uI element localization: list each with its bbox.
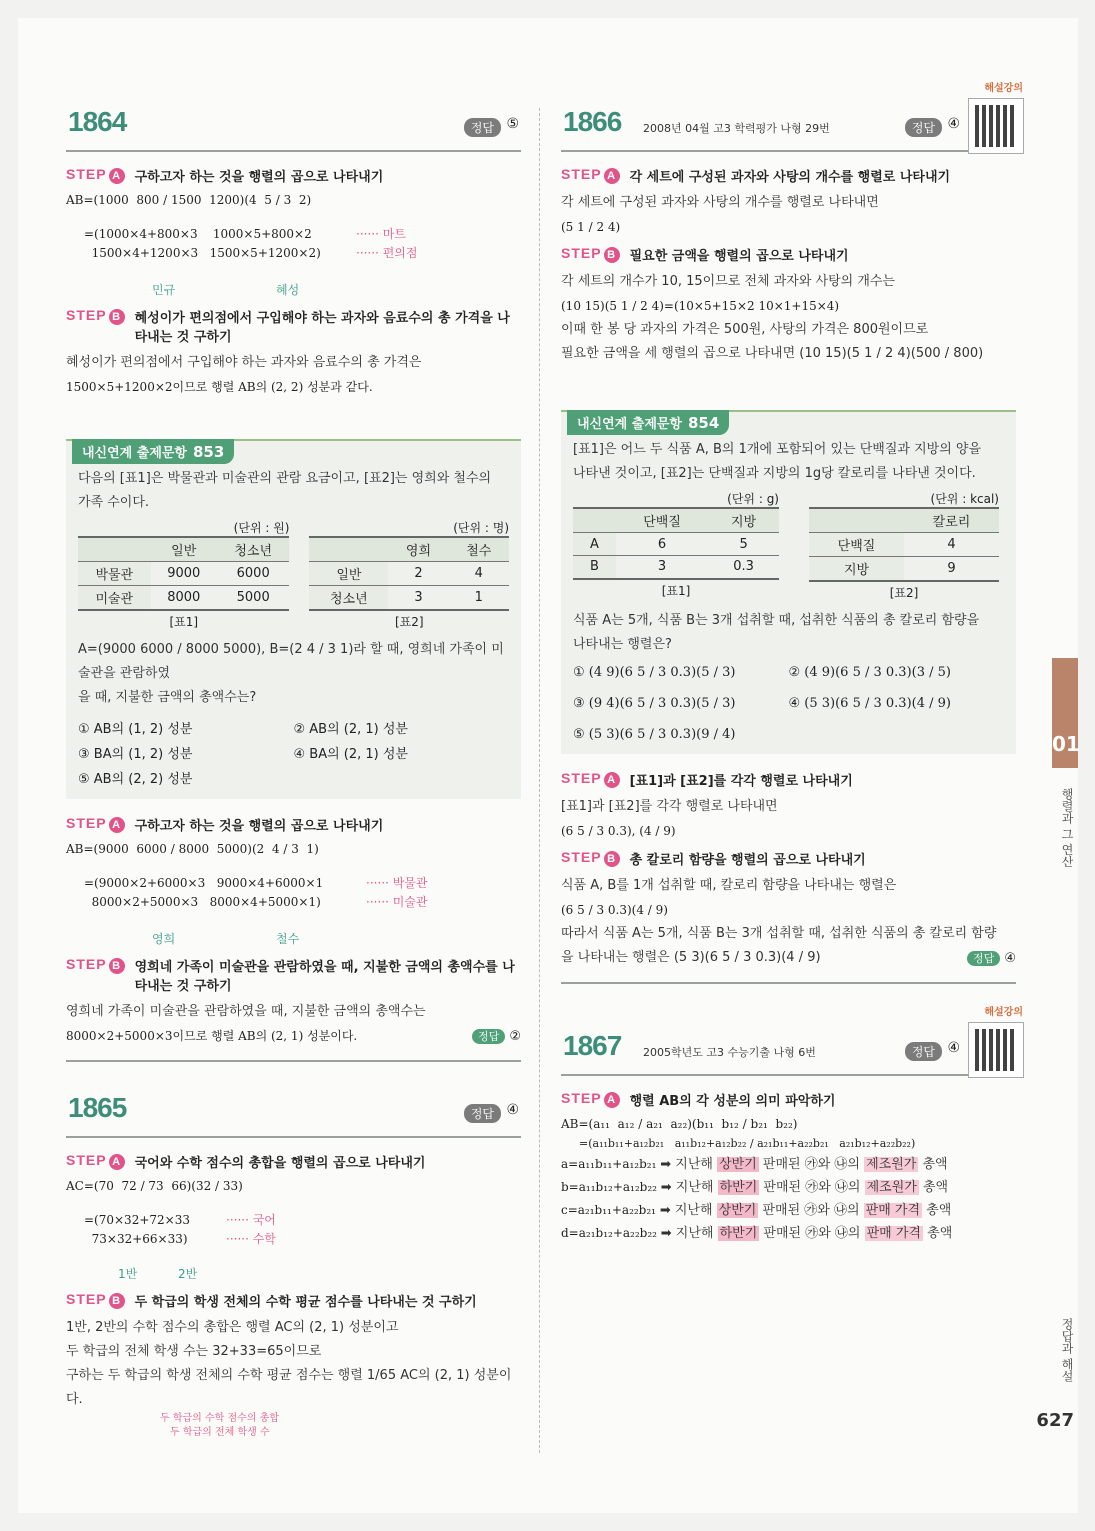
text: ➡ 지난해 (659, 1203, 717, 1218)
choice-2[interactable]: ② (4 9)(6 5 / 3 0.3)(3 / 5) (788, 665, 951, 680)
text: ➡ 지난해 (660, 1226, 718, 1241)
answer-label: 정답 (464, 118, 501, 137)
calorie-table: 칼로리 단백질 4 지방 9 (809, 507, 999, 582)
choice-1[interactable]: ① AB의 (1, 2) 성분 (78, 722, 193, 737)
choice-5[interactable]: ⑤ (5 3)(6 5 / 3 0.3)(9 / 4) (573, 727, 736, 742)
equation-block (66, 191, 521, 301)
box-tab: 내신연계 출제문항 853 (72, 439, 234, 464)
body-text: 혜성이가 편의점에서 구입해야 하는 과자와 음료수의 총 가격은 (66, 355, 422, 370)
choice-4[interactable]: ④ BA의 (2, 1) 성분 (293, 747, 408, 762)
problem-source: 2008년 04월 고3 학력평가 나형 29번 (643, 122, 830, 135)
qr-code[interactable]: 해설강의 (968, 1022, 1024, 1078)
equation: d=a₂₁b₁₂+a₂₂b₂₂ (561, 1226, 661, 1240)
highlight: 상반기 (718, 1203, 757, 1218)
equation: a=a₁₁b₁₁+a₁₂b₂₁ (561, 1157, 661, 1171)
equation: 1500×4+1200×3 1500×5+1200×2) (84, 246, 321, 260)
step-a (66, 166, 521, 185)
choice-3[interactable]: ③ BA의 (1, 2) 성분 (78, 747, 193, 762)
text: 총액 (923, 1226, 953, 1241)
equation-block: AB=(9000 6000 / 8000 5000)(2 4 / 3 1) =(9000×2+6000×3 9000×4+6000×1 8000×2+5000×3 8000×4+5000×1) ······ 박물관 ······ 미술관 영희 철수 (66, 842, 428, 946)
highlight: 판매 가격 (865, 1203, 921, 1218)
column-divider (539, 108, 540, 1453)
highlight: 상반기 (719, 1157, 757, 1172)
qr-icon (975, 105, 1017, 147)
right-column: 1866 2008년 04월 고3 학력평가 나형 29번 정답 ④ 해설강의 STEP A 각 세트에 구성된 과자와 사탕의 개수를 행렬로 나타내기 각 세트에 구성된 과자와 사탕의 개수를 행렬로 나타내면 (5 1 / 2 4) STEP B 필요한 금액을 행렬의 곱으로 나타내기 각 세트의 개수가 10, 15이므로 전체 과자와 사탕의 개수는 (10 15)(5 1 / 2 4)=(10×5+15×2 10×1+15×4) 이때 한 봉 당 과자의 가격은 500원, 사탕의 가격은 800원이므로 필요한 금액을 세 행렬의 곱으로 나타내면 (10 15)(5 1 / 2 4)(500 / 800) 내신연계 출제문항 854 [표1]은 어느 두 식품 A, B의 1개에 포함되어 있는 단백질과 지방의 양을 나타낸 것이고, [표2]는 단백질과 지방의 1g당 칼로리를 나타낸 것이다. (단위 : g) 단백질 지방 A 6 5 B 3 0.3 [표1] (단위 : kcal) 칼로리 단백질 4 지방 9 [표2] 식품 A는 5개, 식품 B는 3개 섭취할 때, 섭취한 식품의 총 칼로리 함량을 나타내는 행렬은? ① (4 9)(6 5 / 3 0.3)(5 / 3) ② (4 9)(6 5 / 3 0.3)(3 / 5) ③ (9 4)(6 5 / 3 0.3)(5 / 3) ④ (5 3)(6 5 / 3 0.3)(4 / 9) ⑤ (5 3)(6 5 / 3 0.3)(9 / 4) STEP A [표1]과 [표2]를 각각 행렬로 나타내기 [표1]과 [표2]를 각각 행렬로 나타내면 (6 5 / 3 0.3), (4 / 9) STEP B 총 칼로리 함량을 행렬의 곱으로 나타내기 식품 A, B를 1개 섭취할 때, 칼로리 함량을 나타내는 행렬은 (6 5 / 3 0.3)(4 / 9) 따라서 식품 A는 5개, 식품 B는 3개 섭취할 때, 섭취한 식품의 총 칼로리 함량 을 나타내는 행렬은 (5 3)(6 5 / 3 0.3)(4 / 9) 정답 ④ 1867 2005학년도 고3 수능기출 나형 6번 정답 ④ 해설강의 STEP A 행렬 AB의 각 성분의 의미 파악하기 AB=(a₁₁ a₁₂ / a₂₁ a₂₂)(b₁₁ b₁₂ / b₂₁ b₂₂) =(a₁₁b₁₁+a₁₂b₂₁ a₁₁b₁₂+a₁₂b₂₂ / a₂₁b₁₁+a₂₂b₂₁ a₂₁b₁₂+a₂₂b₂₂) a=a₁₁b₁₁+a₁₂b₂₁ ➡ 지난해 상반기 판매된 ㉮와 ㉯의 제조원가 총액 b=a₁₁b₁₂+a₁₂b₂₂ ➡ 지난해 하반기 판매된 ㉮와 ㉯의 제조원가 총액 c=a₂₁b₁₁+a₂₂b₂₁ ➡ 지난해 상반기 판매된 ㉮와 ㉯의 판매 가격 총액 d=a₂₁b₁₂+a₂₂b₂₂ ➡ 지난해 하반기 판매된 ㉮와 ㉯의 판매 가격 총액 (561, 106, 1016, 1245)
meaning-line (561, 1153, 1016, 1176)
text: 판매된 ㉮와 ㉯의 (758, 1157, 865, 1172)
page-number: 627 (1036, 1410, 1074, 1431)
text: ➡ 지난해 (660, 1180, 718, 1195)
chapter-title: 행렬과 그 연산 (1060, 788, 1074, 868)
fee-table: 일반 청소년 박물관 9000 6000 미술관 8000 5000 (78, 536, 289, 611)
problem-1867-header: 1867 2005학년도 고3 수능기출 나형 6번 정답 ④ 해설강의 (561, 1030, 1016, 1076)
step-title: 구하고자 하는 것을 행렬의 곱으로 나타내기 (134, 170, 384, 185)
choice-5[interactable]: ⑤ AB의 (2, 2) 성분 (78, 772, 193, 787)
highlight: 하반기 (719, 1180, 758, 1195)
qr-icon (975, 1029, 1017, 1071)
table-2: (단위 : 명) 영희 철수 일반 2 4 청소년 3 1 [표2] (309, 519, 509, 630)
equation: b=a₁₁b₁₂+a₁₂b₂₂ (561, 1180, 661, 1194)
text: 총액 (922, 1203, 952, 1218)
choice-1[interactable]: ① (4 9)(6 5 / 3 0.3)(5 / 3) (573, 665, 736, 680)
problem-1866-header: 1866 2008년 04월 고3 학력평가 나형 29번 정답 ④ 해설강의 (561, 106, 1016, 152)
step-title: 구하고자 하는 것을 행렬의 곱으로 나타내기 (134, 819, 384, 834)
text: 판매된 ㉮와 ㉯의 (759, 1180, 865, 1195)
question-text: A=(9000 6000 / 8000 5000), B=(2 4 / 3 1)라 할 때, 영희네 가족이 미술관을 관람하였 (78, 642, 504, 681)
text: 총액 (918, 1157, 948, 1172)
chapter-tab: 01 (1052, 658, 1078, 768)
page (18, 18, 1078, 1513)
column-note: 민규 (152, 283, 176, 297)
highlight: 하반기 (719, 1226, 758, 1241)
linked-problem-853 (66, 439, 521, 799)
question-text: 을 때, 지불한 금액의 총액수는? (78, 690, 257, 705)
equation: c=a₂₁b₁₁+a₂₂b₂₁ (561, 1203, 660, 1217)
qr-code[interactable]: 해설강의 (968, 98, 1024, 154)
choice-4[interactable]: ④ (5 3)(6 5 / 3 0.3)(4 / 9) (788, 696, 951, 711)
equation: AB=(1000 800 / 1500 1200)(4 5 / 3 2) (66, 193, 312, 207)
row-note: ······ 마트 (356, 227, 406, 241)
row-note: ······ 편의점 (356, 246, 418, 260)
equation: =(1000×4+800×3 1000×5+800×2 (84, 227, 312, 241)
body-text: 1500×5+1200×2이므로 행렬 AB의 (2, 2) 성분과 같다. (66, 380, 373, 394)
meaning-line (561, 1199, 1016, 1222)
problem-number: 1864 (68, 106, 127, 137)
family-table: 영희 철수 일반 2 4 청소년 3 1 (309, 536, 509, 611)
text: ➡ 지난해 (660, 1157, 718, 1172)
left-column: 1864 정답 ⑤ STEP A 구하고자 하는 것을 행렬의 곱으로 나타내기 AB=(1000 800 / 1500 1200)(4 5 / 3 2) =(1000×4+800×3 1000×5+800×2 1500×4+1200×3 1500×5+1200×2) ······ 마트 ······ 편의점 민규 혜성 STEP B 혜성이가 편의점에서 구입해야 하는 과자와 음료수의 총 가격을 나타내는 것 구하기 혜성이가 편의점에서 구입해야 하는 과자와 음료수의 총 가격은 1500×5+1200×2이므로 행렬 AB의 (2, 2) 성분과 같다. 내신연계 출제문항 853 다음의 [표1]은 박물관과 미술관의 관람 요금이고, [표2]는 영희와 철수의 가족 수이다. (단위 : 원) 일반 청소년 박물관 9000 6000 미술관 8000 5000 [표1] (단위 : 명) 영희 철수 일반 2 4 청소년 3 1 [표2] A=(9000 6000 / 8000 5000), B=(2 4 / 3 1)라 할 때, 영희네 가족이 미술관을 관람하였 을 때, 지불한 금액의 총액수는? ① AB의 (1, 2) 성분 ② AB의 (2, 1) 성분 ③ BA의 (1, 2) 성분 ④ BA의 (2, 1) 성분 ⑤ AB의 (2, 2) 성분 STEP A 구하고자 하는 것을 행렬의 곱으로 나타내기 AB=(9000 6000 / 8000 5000)(2 4 / 3 1) =(9000×2+6000×3 9000×4+6000×1 8000×2+5000×3 8000×4+5000×1) ······ 박물관 ······ 미술관 영희 철수 STEP B 영희네 가족이 미술관을 관람하였을 때, 지불한 금액의 총액수를 나타내는 것 구하기 영희네 가족이 미술관을 관람하였을 때, 지불한 금액의 총액수는 8000×2+5000×3이므로 행렬 AB의 (2, 1) 성분이다. 정답 ② 1865 정답 ④ STEP A 국어와 수학 점수의 총합을 행렬의 곱으로 나타내기 AC=(70 72 / 73 66)(32 / 33) =(70×32+72×33 73×32+66×33) ······ 국어 ······ 수학 1반 2반 STEP B 두 학급의 학생 전체의 수학 평균 점수를 나타내는 것 구하기 1반, 2반의 수학 점수의 총합은 행렬 AC의 (2, 1) 성분이고 두 학급의 전체 학생 수는 32+33=65이므로 구하는 두 학급의 학생 전체의 수학 평균 점수는 행렬 1/65 AC의 (2, 1) 성분이다. 두 학급의 수학 점수의 총합 두 학급의 전체 학생 수 (66, 106, 521, 1438)
step-b: STEP B 영희네 가족이 미술관을 관람하였을 때, 지불한 금액의 총액수를 나타내는 것 구하기 (66, 956, 521, 994)
question-text: 가족 수이다. (78, 495, 150, 510)
equation-block: AC=(70 72 / 73 66)(32 / 33) =(70×32+72×33 73×32+66×33) ······ 국어 ······ 수학 1반 2반 (66, 1179, 276, 1281)
step-title: 영희네 가족이 미술관을 관람하였을 때, 지불한 금액의 총액수를 나타내는 것 구하기 (134, 960, 515, 994)
choices (78, 718, 509, 787)
choice-2[interactable]: ② AB의 (2, 1) 성분 (293, 722, 408, 737)
linked-problem-854: 내신연계 출제문항 854 [표1]은 어느 두 식품 A, B의 1개에 포함되어 있는 단백질과 지방의 양을 나타낸 것이고, [표2]는 단백질과 지방의 1g당 칼로리를 나타낸 것이다. (단위 : g) 단백질 지방 A 6 5 B 3 0.3 [표1] (단위 : kcal) 칼로리 단백질 4 지방 9 [표2] 식품 A는 5개, 식품 B는 3개 섭취할 때, 섭취한 식품의 총 칼로리 함량을 나타내는 행렬은? ① (4 9)(6 5 / 3 0.3)(5 / 3) ② (4 9)(6 5 / 3 0.3)(3 / 5) ③ (9 4)(6 5 / 3 0.3)(5 / 3) ④ (5 3)(6 5 / 3 0.3)(4 / 9) ⑤ (5 3)(6 5 / 3 0.3)(9 / 4) (561, 410, 1016, 754)
problem-1864-header (66, 106, 521, 152)
text: 총액 (918, 1180, 949, 1195)
table-1: (단위 : 원) 일반 청소년 박물관 9000 6000 미술관 8000 5000 [표1] (78, 519, 289, 630)
step-a: STEP A 구하고자 하는 것을 행렬의 곱으로 나타내기 (66, 815, 384, 834)
text: 판매된 ㉮와 ㉯의 (758, 1203, 864, 1218)
highlight: 판매 가격 (866, 1226, 921, 1241)
problem-1865-header: 1865 정답 ④ (66, 1092, 521, 1138)
meaning-line (561, 1222, 1016, 1245)
column-note: 혜성 (276, 283, 300, 297)
meaning-lines (561, 1153, 1016, 1245)
step-tag: STEP A (66, 166, 125, 184)
answer-value: ⑤ (506, 116, 519, 132)
text: 판매된 ㉮와 ㉯의 (759, 1226, 865, 1241)
answer-value: ② (509, 1029, 521, 1044)
meaning-line (561, 1176, 1016, 1199)
choice-3[interactable]: ③ (9 4)(6 5 / 3 0.3)(5 / 3) (573, 696, 736, 711)
section-title: 정답과 해설 (1060, 1318, 1074, 1382)
step-title: 혜성이가 편의점에서 구입해야 하는 과자와 음료수의 총 가격을 나타내는 것 구하기 (134, 311, 510, 345)
nutrient-table: 단백질 지방 A 6 5 B 3 0.3 (573, 507, 779, 580)
tables (78, 519, 509, 630)
step-b (66, 307, 521, 345)
question-text: 다음의 [표1]은 박물관과 미술관의 관람 요금이고, [표2]는 영희와 철수의 (78, 471, 492, 486)
answer-label: 정답 (472, 1029, 505, 1044)
highlight: 제조원가 (866, 1157, 917, 1172)
highlight: 제조원가 (866, 1180, 917, 1195)
step-tag: STEP B (66, 307, 125, 325)
